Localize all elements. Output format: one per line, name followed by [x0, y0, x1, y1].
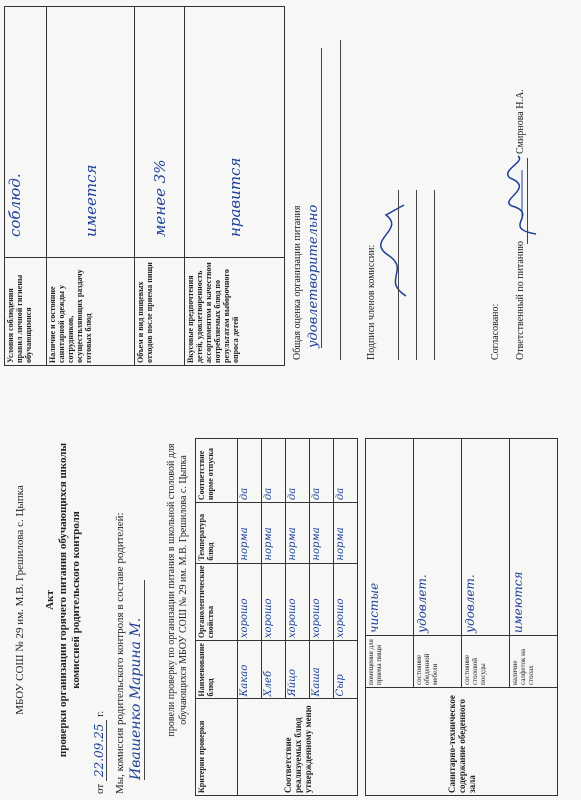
temperature-cell: норма — [262, 503, 286, 563]
table-row — [135, 7, 185, 366]
taste-value: нравится — [185, 7, 285, 258]
hygiene-criterion: Условия соблюдения правил личной гигиены обучающимися — [5, 258, 47, 366]
responsible-line — [527, 158, 528, 244]
norm-cell: да — [286, 439, 310, 503]
overall-value: удовлетворительно — [306, 48, 322, 348]
hall-value: имеются — [510, 439, 558, 636]
norm-cell: да — [310, 439, 334, 503]
date-value: 22.09.25 — [92, 720, 107, 781]
date-row — [92, 711, 106, 794]
uniform-value: имеется — [47, 7, 135, 258]
responsible-label: Ответственный по питанию — [515, 240, 526, 360]
act-title: Акт — [44, 590, 56, 610]
overall-line — [340, 40, 341, 360]
dish-cell: Какао — [238, 641, 262, 699]
school-name: МБОУ СОШ № 29 им. М.В. Грешилова с. Цыпка — [14, 485, 26, 715]
menu-table — [195, 438, 358, 796]
hygiene-table — [4, 6, 285, 366]
hall-criterion: состояние обеденной мебели — [414, 636, 462, 688]
col-criteria: Критерии проверки — [196, 699, 238, 796]
overall-label: Общая оценка организации питания — [292, 205, 303, 360]
date-prefix: от — [94, 783, 106, 794]
taste-criterion: Вкусовые предпочтения детей, удовлетворенность ассортиментом и качеством потребляемых блюд по результатам выборочного опроса детей — [185, 258, 285, 366]
organoleptic-cell: хорошо — [334, 563, 358, 640]
table-row — [185, 7, 285, 366]
temperature-cell: норма — [238, 503, 262, 563]
temperature-cell: норма — [310, 503, 334, 563]
dish-cell: Каша — [310, 641, 334, 699]
norm-cell: да — [238, 439, 262, 503]
hall-table — [365, 438, 558, 796]
agreed-label: Согласовано: — [490, 303, 501, 360]
responsible-signature — [496, 150, 544, 240]
act-subtitle-1: проверки организации горячего питания обучающихся школы — [57, 442, 69, 758]
waste-value: менее 3% — [135, 7, 185, 258]
member-signature — [376, 180, 416, 300]
table-row — [238, 439, 262, 796]
norm-cell: да — [262, 439, 286, 503]
col-temperature: Температура блюд — [196, 503, 238, 563]
col-dish: Наименование блюд — [196, 641, 238, 699]
hygiene-value: соблюд. — [5, 7, 47, 258]
hall-value: удовлет. — [462, 439, 510, 636]
organoleptic-cell: хорошо — [238, 563, 262, 640]
signature-line-1 — [398, 190, 399, 360]
uniform-criterion: Наличие и состояние санитарной одежды у сотрудников, осуществляющих раздачу готовых блюд — [47, 258, 135, 366]
hall-criterion: помещения для приема пищи — [366, 636, 414, 688]
signatures-label: Подписи членов комиссии: — [366, 244, 377, 360]
dish-cell: Хлеб — [262, 641, 286, 699]
section-menu-label: Соответствие реализуемых блюд утвержденному меню — [238, 699, 358, 796]
signature-line-3 — [434, 190, 435, 360]
commission-text: Мы, комиссия родительского контроля в составе родителей: — [114, 512, 126, 794]
hall-criterion: наличие салфеток на столах — [510, 636, 558, 688]
col-norm: Соответствие норме отпуска — [196, 439, 238, 503]
signature-line-2 — [416, 190, 417, 360]
table-row — [366, 439, 414, 796]
table-row — [5, 7, 47, 366]
organoleptic-cell: хорошо — [286, 563, 310, 640]
section-hall-label: Санитарно-техническое содержание обеденного зала — [366, 688, 558, 796]
norm-cell: да — [334, 439, 358, 503]
organoleptic-cell: хорошо — [262, 563, 286, 640]
hall-criterion: состояние столовой посуды — [462, 636, 510, 688]
col-organoleptic: Органолептические свойства — [196, 563, 238, 640]
act-subtitle-2: комиссией родительского контроля — [70, 511, 82, 689]
commission-members: Ивашенко Марина М. — [128, 580, 145, 780]
organoleptic-cell: хорошо — [310, 563, 334, 640]
hall-value: чистые — [366, 439, 414, 636]
dish-cell: Яйцо — [286, 641, 310, 699]
dish-cell: Сыр — [334, 641, 358, 699]
date-suffix: г. — [94, 710, 106, 717]
conducted-line-2: обучающихся МБОУ СОШ № 29 им. М.В. Грешилова с. Цыпка — [178, 455, 189, 725]
hall-value: удовлет. — [414, 439, 462, 636]
waste-criterion: Объем и вид пищевых отходов после приема пищи — [135, 258, 185, 366]
temperature-cell: норма — [334, 503, 358, 563]
responsible-name: Смирнова Н.А. — [515, 89, 526, 154]
table-row — [47, 7, 135, 366]
temperature-cell: норма — [286, 503, 310, 563]
conducted-line-1: провели проверку по организации питания в школьной столовой для — [166, 443, 177, 737]
